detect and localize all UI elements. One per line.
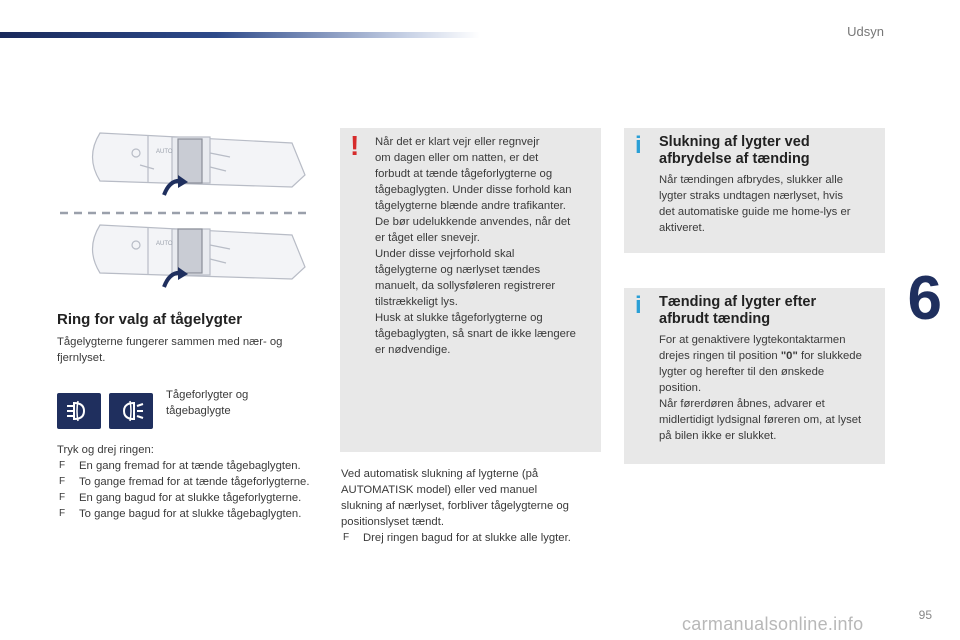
info-body: For at genaktivere lygtekontaktarmen drejes ringen til position "0" for slukkede lygter og herefter til den ønskede position. Når førerdøren åbnes, advarer et midlertidigt lydsignal føreren om, at lyset på bilen ikke er slukket.: [659, 334, 862, 442]
stalk-top: [93, 133, 306, 187]
section-title: Udsyn: [847, 24, 884, 39]
info-body: Når tændingen afbrydes, slukker alle lygter straks undtagen nærlyset, hvis det automatiske guide me home-lys er aktiveret.: [659, 174, 851, 234]
lighting-stalk-illustration: [60, 125, 310, 305]
info-icon: i: [635, 292, 642, 319]
auto-label: AUTO: [156, 149, 173, 155]
rear-fog-light-icon: [57, 393, 101, 429]
list-item: F En gang fremad for at tænde tågebaglygten.: [59, 460, 301, 472]
info-title: Slukning af lygter ved afbrydelse af tænding: [659, 134, 810, 167]
steps-intro: Tryk og drej ringen:: [57, 444, 154, 456]
list-item: F En gang bagud for at slukke tågeforlygterne.: [59, 492, 302, 504]
stalk-bottom: [93, 225, 306, 279]
steps-list: [57, 442, 322, 522]
list-item: F Drej ringen bagud for at slukke alle lygter.: [343, 532, 571, 544]
intro-text: Tågelygterne fungerer sammen med nær- og fjernlyset.: [57, 336, 283, 364]
warning-text: Når det er klart vejr eller regnvejr om dagen eller om natten, er det forbudt at tænde tågeforlygterne og tågebaglygten. Under disse forhold kan tågelygterne blænde andre trafikanter. De bør udelukkende anvendes, når det er tåget eller snevejr. Under disse vejrforhold skal tågelygterne og nærlyset tændes manuelt, da sollysføleren registrerer tilstrækkeligt lys. Husk at slukke tågeforlygterne og tågebaglygten, så snart de ikke længere er nødvendige.: [375, 136, 576, 356]
info-icon: i: [635, 132, 642, 159]
list-item: F To gange fremad for at tænde tågeforlygterne.: [59, 476, 310, 488]
section-heading: Ring for valg af tågelygter: [57, 311, 243, 328]
fog-icon-caption: Tågeforlygter og tågebaglygte: [166, 389, 249, 417]
warning-icon: !: [350, 130, 360, 161]
list-item: F To gange bagud for at slukke tågebaglygten.: [59, 508, 302, 520]
chapter-number: 6: [907, 264, 942, 333]
watermark: carmanualsonline.info: [682, 614, 864, 634]
fog-icons: [57, 393, 153, 429]
auto-label-2: AUTO: [156, 241, 173, 247]
front-fog-light-icon: [109, 393, 153, 429]
auto-note: Ved automatisk slukning af lygterne (på AUTOMATISK model) eller ved manuel slukning af nærlyset, forbliver tågelygterne og positionslyset tændt. F Drej ringen bagud for at slukke alle lygter.: [341, 466, 603, 546]
header-bar: [0, 32, 480, 38]
page-number: 95: [918, 608, 932, 622]
info-title: Tænding af lygter efter afbrudt tænding: [659, 294, 817, 327]
